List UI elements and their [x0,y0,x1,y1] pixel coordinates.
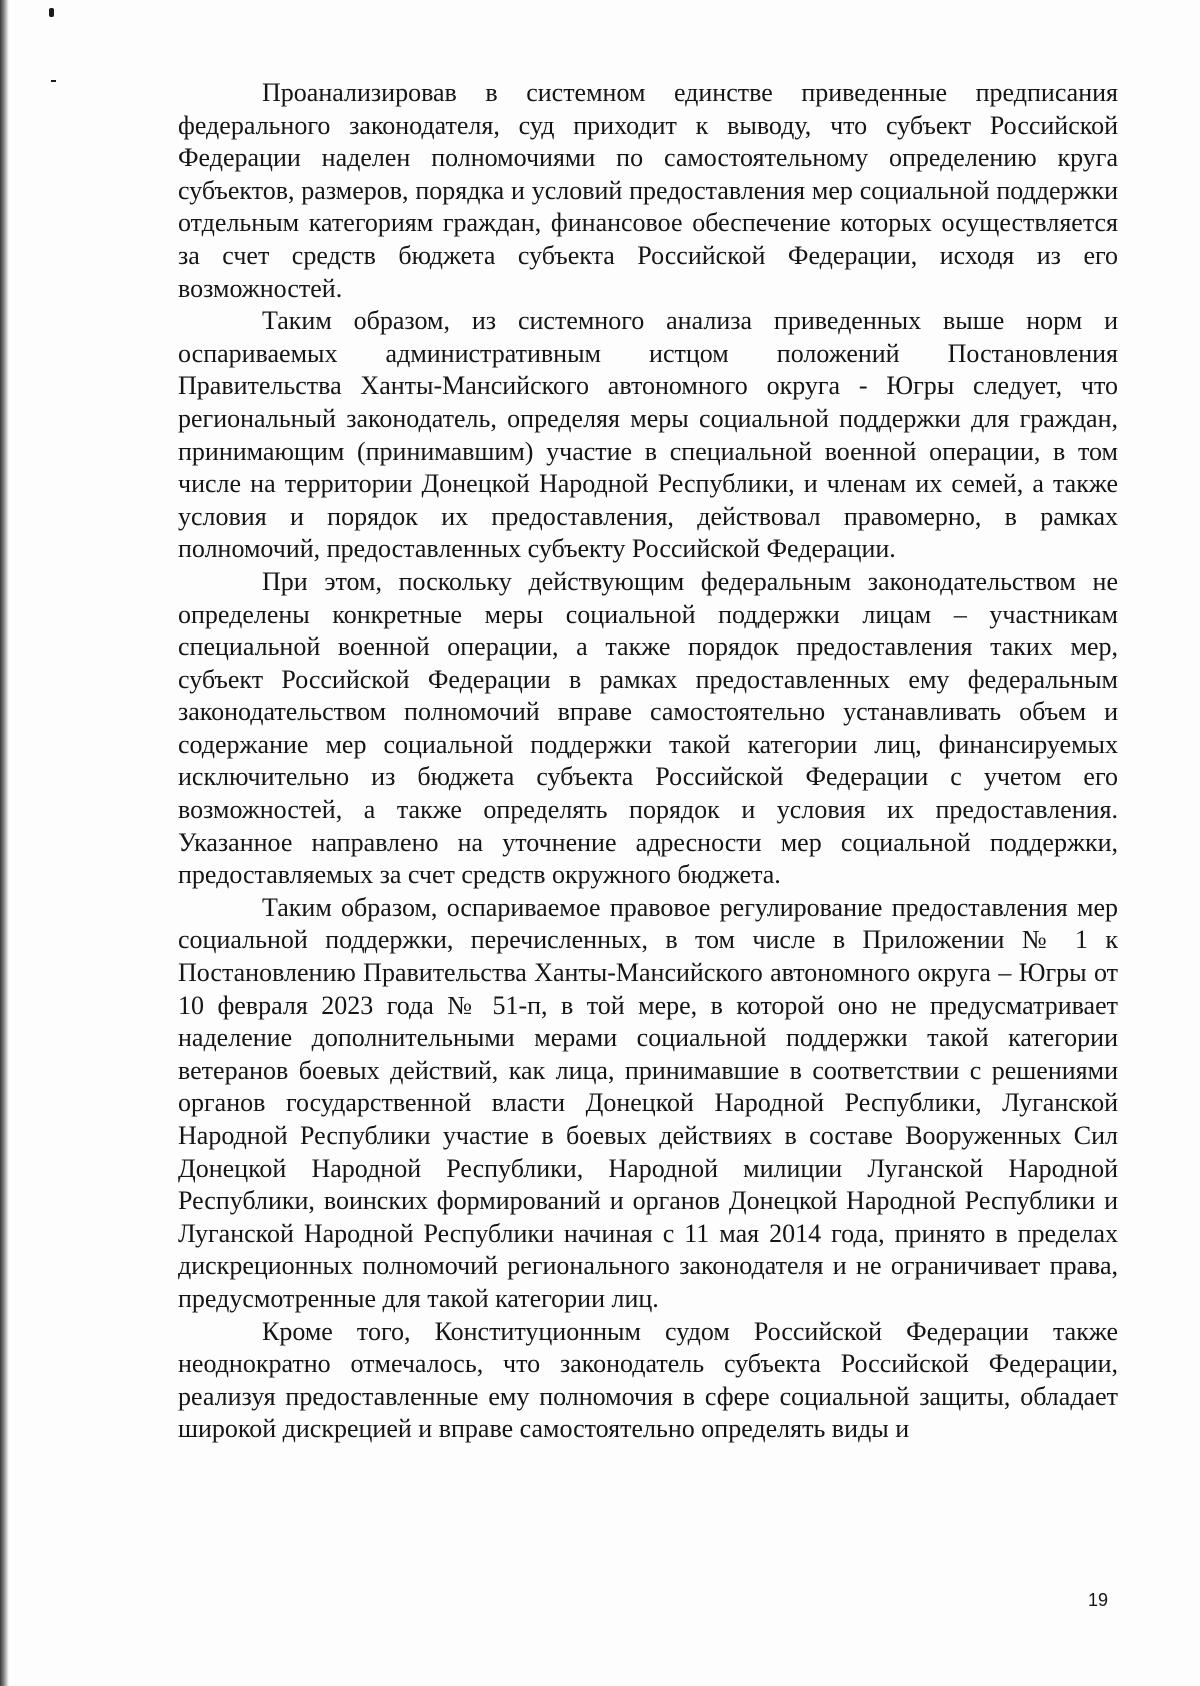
paragraph-1: Проанализировав в системном единстве приведенные предписания федерального законодателя, суд приходит к выводу, что субъект Российской Федерации наделен полномочиями по самостоятельному определению круга субъектов, размеров, порядка и условий предоставления мер социальной поддержки отдельным категориям граждан, финансовое обеспечение которых осуществляется за счет средств бюджета субъекта Российской Федерации, исходя из его возможностей. [178,78,1118,303]
scan-mark-dot [49,8,54,17]
page-number: 19 [1088,1590,1109,1610]
document-body [178,77,1118,1446]
paragraph-2: Таким образом, из системного анализа приведенных выше норм и оспариваемых административным истцом положений Постановления Правительства Ханты-Мансийского автономного округа - Югры следует, что региональный законодатель, определяя меры социальной поддержки для граждан, принимающим (принимавшим) участие в специальной военной операции, в том числе на территории Донецкой Народной Республики, и членам их семей, а также условия и порядок их предоставления, действовал правомерно, в рамках полномочий, предоставленных субъекту Российской Федерации. [178,306,1118,564]
scan-mark-dash [51,80,56,82]
paragraph-3: При этом, поскольку действующим федеральным законодательством не определены конкретные меры социальной поддержки лицам – участникам специальной военной операции, а также порядок предоставления таких мер, субъект Российской Федерации в рамках предоставленных ему федеральным законодательством полномочий вправе самостоятельно устанавливать объем и содержание мер социальной поддержки такой категории лиц, финансируемых исключительно из бюджета субъекта Российской Федерации с учетом его возможностей, а также определять порядок и условия их предоставления. Указанное направлено на уточнение адресности мер социальной поддержки, предоставляемых за счет средств окружного бюджета. [178,566,1118,890]
paragraph-5: Кроме того, Конституционным судом Российской Федерации также неоднократно отмечалось, что законодатель субъекта Российской Федерации, реализуя предоставленные ему полномочия в сфере социальной защиты, обладает широкой дискрецией и вправе самостоятельно определять виды и [178,1316,1118,1444]
scan-edge-shadow [0,0,9,1686]
paragraph-4: Таким образом, оспариваемое правовое регулирование предоставления мер социальной поддержки, перечисленных, в том числе в Приложении № 1 к Постановлению Правительства Ханты-Мансийского автономного округа – Югры от 10 февраля 2023 года № 51-п, в той мере, в которой оно не предусматривает наделение дополнительными мерами социальной поддержки такой категории ветеранов боевых действий, как лица, принимавшие в соответствии с решениями органов государственной власти Донецкой Народной Республики, Луганской Народной Республики участие в боевых действиях в составе Вооруженных Сил Донецкой Народной Республики, Народной милиции Луганской Народной Республики, воинских формирований и органов Донецкой Народной Республики и Луганской Народной Республики начиная с 11 мая 2014 года, принято в пределах дискреционных полномочий регионального законодателя и не ограничивает права, предусмотренные для такой категории лиц. [178,892,1118,1313]
